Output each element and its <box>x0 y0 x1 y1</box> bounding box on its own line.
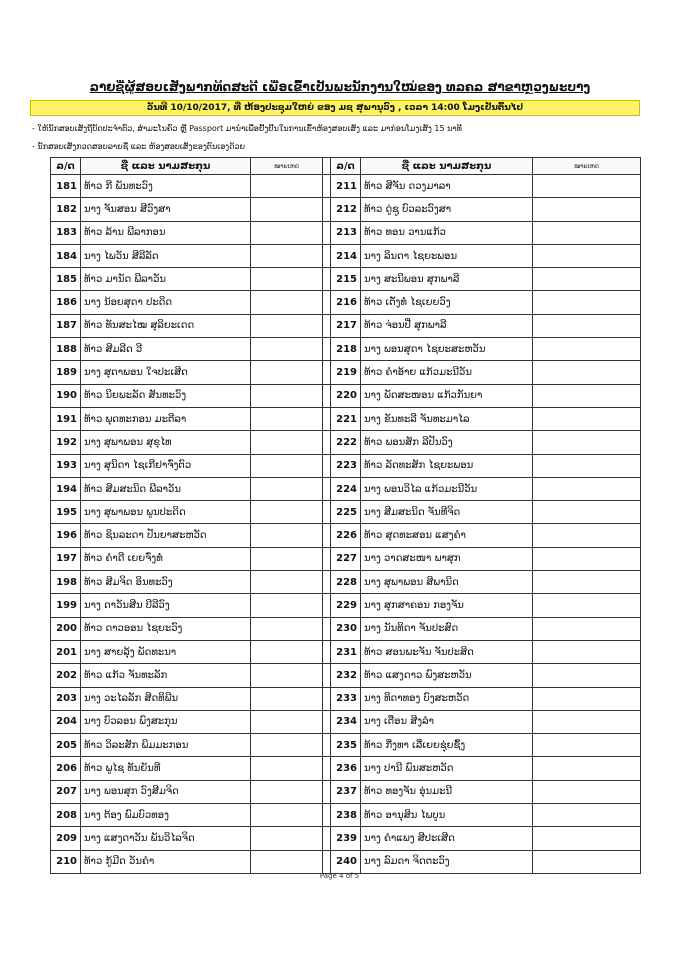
row-number-left: 204 <box>51 710 81 733</box>
candidate-name-right: ທ້າວ ກີ່ງທາ ເລີ່ເຍຍຊຸ່ຍຊົ້ງ <box>361 734 533 757</box>
remark-cell-right <box>533 594 641 617</box>
candidate-name-right: ນາງ ທິດາທອງ ບົງສະຫວັດ <box>361 687 533 710</box>
remark-cell-right <box>533 734 641 757</box>
remark-cell-right <box>533 710 641 733</box>
remark-cell-right <box>533 664 641 687</box>
remark-cell-right <box>533 268 641 291</box>
row-number-right: 235 <box>331 734 361 757</box>
header-remark-right: ໝາຍເຫດ <box>533 158 641 175</box>
remark-cell-right <box>533 617 641 640</box>
row-number-left: 181 <box>51 175 81 198</box>
row-number-left: 183 <box>51 221 81 244</box>
instruction-note-check: - ນັກສອບເສັງກວດສອບລາຍຊື່ ແລະ ຫ້ອງສອບເສັງຂອງຕົນເອງດ້ວຍ <box>32 142 246 151</box>
candidate-name-right: ທ້າວ ແສງດາວ ພົງສະຫວັນ <box>361 664 533 687</box>
candidate-name-left: ນາງ ສຸດາພອນ ໃຈປະເສີດ <box>81 361 251 384</box>
table-header-row <box>51 158 641 175</box>
candidate-name-right: ທ້າວ ສຸດທະສອນ ແສງຄຳ <box>361 524 533 547</box>
candidate-name-left: ນາງ ພອນສຸກ ວົງສີມຈິດ <box>81 780 251 803</box>
header-name-right: ຊື່ ແລະ ນາມສະກຸນ <box>361 158 533 175</box>
row-number-right: 229 <box>331 594 361 617</box>
remark-cell-left <box>251 804 323 827</box>
table-row <box>51 757 641 780</box>
candidate-name-right: ນາງ ສະນິພອນ ສຸກພາລີ <box>361 268 533 291</box>
remark-cell-left <box>251 431 323 454</box>
column-gap <box>323 547 331 570</box>
candidate-name-right: ທ້າວ ເຕັ່ງທໍ່ ໄຊເຍຍວົງ <box>361 291 533 314</box>
column-gap <box>323 361 331 384</box>
row-number-left: 202 <box>51 664 81 687</box>
remark-cell-right <box>533 221 641 244</box>
remark-cell-right <box>533 640 641 663</box>
candidate-name-right: ນາງ ປານີ ພົນສະຫວັດ <box>361 757 533 780</box>
candidate-name-left: ນາງ ນ້ອຍສຸດາ ປະດິດ <box>81 291 251 314</box>
remark-cell-right <box>533 198 641 221</box>
table-row <box>51 431 641 454</box>
remark-cell-left <box>251 384 323 407</box>
table-row <box>51 850 641 873</box>
candidate-name-left: ນາງ ໄພວັນ ສີລີລັດ <box>81 244 251 267</box>
candidate-name-left: ທ້າວ ດາວອອນ ໄຊຍະວົງ <box>81 617 251 640</box>
column-gap <box>323 664 331 687</box>
remark-cell-right <box>533 454 641 477</box>
column-gap <box>323 687 331 710</box>
row-number-left: 209 <box>51 827 81 850</box>
table-row <box>51 477 641 500</box>
remark-cell-right <box>533 501 641 524</box>
candidate-name-right: ນາງ ພອນສຸດາ ໄຊຍະສະຫວັນ <box>361 338 533 361</box>
row-number-right: 227 <box>331 547 361 570</box>
candidate-name-right: ນາງ ນັນທິດາ ຈັນປະສົດ <box>361 617 533 640</box>
header-remark-left: ໝາຍເຫດ <box>251 158 323 175</box>
row-number-right: 238 <box>331 804 361 827</box>
candidate-name-left: ທ້າວ ທັນສະໄໝ ສຸລິຍະເດດ <box>81 314 251 337</box>
remark-cell-right <box>533 175 641 198</box>
candidate-name-right: ນາງ ວາດສະໜາ ພາສຸກ <box>361 547 533 570</box>
row-number-left: 197 <box>51 547 81 570</box>
column-gap <box>323 501 331 524</box>
row-number-left: 196 <box>51 524 81 547</box>
remark-cell-right <box>533 361 641 384</box>
header-no-left: ລ/ດ <box>51 158 81 175</box>
candidate-name-left: ທ້າວ ມານັດ ພີລາວັນ <box>81 268 251 291</box>
remark-cell-left <box>251 338 323 361</box>
row-number-right: 233 <box>331 687 361 710</box>
row-number-left: 189 <box>51 361 81 384</box>
candidate-table <box>50 157 641 874</box>
remark-cell-left <box>251 571 323 594</box>
row-number-left: 207 <box>51 780 81 803</box>
row-number-right: 213 <box>331 221 361 244</box>
remark-cell-right <box>533 431 641 454</box>
remark-cell-right <box>533 291 641 314</box>
date-location-banner: ວັນທີ 10/10/2017, ທີ່ ຫ້ອງປະຊຸມໃຫຍ່ ຂອງ ມຊ ສຸພານຸວົງ , ເວລາ 14:00 ໂມງເປັນຕົ້ນໄປ <box>30 100 640 116</box>
row-number-right: 239 <box>331 827 361 850</box>
candidate-name-right: ນາງ ສຸພາພອນ ສີພານິດ <box>361 571 533 594</box>
row-number-left: 185 <box>51 268 81 291</box>
remark-cell-right <box>533 780 641 803</box>
remark-cell-left <box>251 501 323 524</box>
column-gap <box>323 850 331 873</box>
table-row <box>51 501 641 524</box>
column-gap <box>323 407 331 430</box>
row-number-right: 216 <box>331 291 361 314</box>
candidate-name-left: ນາງ ສຸພາພອນ ພູນປະດິດ <box>81 501 251 524</box>
row-number-left: 205 <box>51 734 81 757</box>
candidate-name-right: ນາງ ສີມສະນິດ ຈັນທີຈິດ <box>361 501 533 524</box>
column-gap <box>323 291 331 314</box>
candidate-name-left: ນາງ ຈັນສອນ ສີວົງສາ <box>81 198 251 221</box>
column-gap <box>323 780 331 803</box>
row-number-left: 191 <box>51 407 81 430</box>
row-number-left: 187 <box>51 314 81 337</box>
column-gap <box>323 384 331 407</box>
remark-cell-right <box>533 827 641 850</box>
remark-cell-right <box>533 384 641 407</box>
table-row <box>51 175 641 198</box>
column-gap <box>323 617 331 640</box>
row-number-right: 224 <box>331 477 361 500</box>
table-row <box>51 338 641 361</box>
column-gap <box>323 734 331 757</box>
row-number-right: 215 <box>331 268 361 291</box>
candidate-name-left: ນາງ ສາຍລຸ້ງ ພັດທະນາ <box>81 640 251 663</box>
remark-cell-right <box>533 571 641 594</box>
remark-cell-left <box>251 268 323 291</box>
row-number-right: 219 <box>331 361 361 384</box>
column-gap <box>323 268 331 291</box>
column-gap <box>323 757 331 780</box>
row-number-left: 200 <box>51 617 81 640</box>
candidate-name-right: ນາງ ພັດສະໜອນ ແກ້ວກັນຍາ <box>361 384 533 407</box>
table-row <box>51 617 641 640</box>
remark-cell-left <box>251 780 323 803</box>
remark-cell-left <box>251 734 323 757</box>
candidate-name-left: ທ້າວ ສີມລີດ ວີ <box>81 338 251 361</box>
candidate-name-right: ນາງ ຄຳແພງ ສີປະເສີດ <box>361 827 533 850</box>
instruction-note-id: - ໃຫ້ນັກສອບເສັງຖືບັດປະຈຳຕົວ, ສຳມະໂນຄົວ ຫຼື Passport ມານຳເພື່ອຢັ້ງຢືນໃນການເຂົ້າຫ້ອງສອບເສັງ ແລະ ມາກ່ອນໂມງເສັງ 15 ນາທີ <box>32 124 462 133</box>
row-number-right: 212 <box>331 198 361 221</box>
candidate-name-left: ທ້າວ ກູ້ມີດ ວັນຄຳ <box>81 850 251 873</box>
table-row <box>51 314 641 337</box>
remark-cell-right <box>533 407 641 430</box>
table-row <box>51 734 641 757</box>
remark-cell-left <box>251 617 323 640</box>
candidate-name-left: ທ້າວ ກີ ພັນທະວົງ <box>81 175 251 198</box>
remark-cell-left <box>251 547 323 570</box>
candidate-name-left: ທ້າວ ພຸດທະກອນ ມະຕີລາ <box>81 407 251 430</box>
remark-cell-left <box>251 477 323 500</box>
candidate-name-right: ທ້າວ ຈ່ອນປີ່ ສຸກພາລີ <box>361 314 533 337</box>
remark-cell-left <box>251 244 323 267</box>
column-gap <box>323 314 331 337</box>
row-number-right: 221 <box>331 407 361 430</box>
candidate-name-right: ທ້າວ ດູ່ຊູ ບົວລະວົງສາ <box>361 198 533 221</box>
column-gap <box>323 710 331 733</box>
row-number-right: 234 <box>331 710 361 733</box>
candidate-name-left: ທ້າວ ສີມຈິດ ອິນທະວົງ <box>81 571 251 594</box>
row-number-right: 214 <box>331 244 361 267</box>
row-number-left: 193 <box>51 454 81 477</box>
row-number-left: 198 <box>51 571 81 594</box>
row-number-left: 201 <box>51 640 81 663</box>
candidate-name-left: ນາງ ສຸພາພອນ ສຸຂຸໄທ <box>81 431 251 454</box>
column-gap <box>323 244 331 267</box>
table-row <box>51 454 641 477</box>
table-row <box>51 407 641 430</box>
row-number-right: 240 <box>331 850 361 873</box>
table-row <box>51 244 641 267</box>
candidate-name-left: ທ້າວ ນິຍພະລັດ ສັນທະວົງ <box>81 384 251 407</box>
table-row <box>51 384 641 407</box>
column-gap <box>323 640 331 663</box>
column-gap <box>323 827 331 850</box>
row-number-right: 231 <box>331 640 361 663</box>
candidate-name-right: ທ້າວ ສອນພະຈັນ ຈັນປະສິດ <box>361 640 533 663</box>
column-gap <box>323 454 331 477</box>
table-row <box>51 361 641 384</box>
candidate-name-left: ທ້າວ ລ້ານ ພີລາກອນ <box>81 221 251 244</box>
candidate-name-left: ທ້າວ ຊິນລະດາ ປັນຍາສະຫວັດ <box>81 524 251 547</box>
remark-cell-left <box>251 687 323 710</box>
row-number-left: 190 <box>51 384 81 407</box>
row-number-right: 230 <box>331 617 361 640</box>
remark-cell-left <box>251 291 323 314</box>
row-number-right: 220 <box>331 384 361 407</box>
remark-cell-right <box>533 244 641 267</box>
row-number-left: 210 <box>51 850 81 873</box>
row-number-right: 218 <box>331 338 361 361</box>
row-number-left: 203 <box>51 687 81 710</box>
row-number-left: 195 <box>51 501 81 524</box>
candidate-name-right: ທ້າວ ທອນ ວານແກ້ວ <box>361 221 533 244</box>
remark-cell-left <box>251 640 323 663</box>
header-name-left: ຊື່ ແລະ ນາມສະກຸນ <box>81 158 251 175</box>
table-row <box>51 710 641 733</box>
row-number-left: 192 <box>51 431 81 454</box>
remark-cell-right <box>533 547 641 570</box>
row-number-right: 226 <box>331 524 361 547</box>
row-number-right: 236 <box>331 757 361 780</box>
table-row <box>51 780 641 803</box>
candidate-name-right: ນາງ ເຕືອນ ສີງລຳ <box>361 710 533 733</box>
row-number-right: 225 <box>331 501 361 524</box>
column-gap <box>323 175 331 198</box>
row-number-left: 184 <box>51 244 81 267</box>
remark-cell-right <box>533 524 641 547</box>
candidate-name-right: ທ້າວ ຄຳອ້າຍ ແກ້ວມະນີວັນ <box>361 361 533 384</box>
table-row <box>51 594 641 617</box>
remark-cell-right <box>533 850 641 873</box>
remark-cell-left <box>251 361 323 384</box>
table-row <box>51 268 641 291</box>
row-number-left: 208 <box>51 804 81 827</box>
candidate-name-left: ທ້າວ ສີມສະນິດ ພີລາວັນ <box>81 477 251 500</box>
candidate-name-left: ນາງ ສຸນິດາ ໄຊເກີຢາຈົ່ງຕົວ <box>81 454 251 477</box>
column-gap <box>323 338 331 361</box>
candidate-name-right: ທ້າວ ສີຈັນ ດວງມາລາ <box>361 175 533 198</box>
column-gap <box>323 158 331 175</box>
column-gap <box>323 431 331 454</box>
column-gap <box>323 198 331 221</box>
page-number: Page 4 of 5 <box>319 872 360 880</box>
remark-cell-left <box>251 594 323 617</box>
remark-cell-left <box>251 524 323 547</box>
remark-cell-left <box>251 454 323 477</box>
candidate-name-left: ນາງ ດາວັນສີນ ບີລີວົງ <box>81 594 251 617</box>
table-row <box>51 524 641 547</box>
row-number-left: 194 <box>51 477 81 500</box>
column-gap <box>323 221 331 244</box>
candidate-name-right: ນາງ ລົມດາ ຈິດຕະວົງ <box>361 850 533 873</box>
remark-cell-left <box>251 314 323 337</box>
row-number-left: 188 <box>51 338 81 361</box>
remark-cell-left <box>251 407 323 430</box>
candidate-name-left: ນາງ ວະໄລລັກ ສີດທິພີນ <box>81 687 251 710</box>
row-number-right: 237 <box>331 780 361 803</box>
candidate-name-left: ທ້າວ ແກ້ວ ຈັນທະລັກ <box>81 664 251 687</box>
column-gap <box>323 804 331 827</box>
row-number-left: 186 <box>51 291 81 314</box>
remark-cell-left <box>251 664 323 687</box>
candidate-name-right: ນາງ ພອນວິໄລ ແກ້ວມະນີວັນ <box>361 477 533 500</box>
table-row <box>51 291 641 314</box>
row-number-left: 182 <box>51 198 81 221</box>
row-number-right: 223 <box>331 454 361 477</box>
remark-cell-right <box>533 804 641 827</box>
remark-cell-left <box>251 827 323 850</box>
row-number-right: 232 <box>331 664 361 687</box>
candidate-name-right: ທ້າວ ລັດທະສັກ ໄຊຍະພອນ <box>361 454 533 477</box>
candidate-name-right: ທ້າວ ພອນສັກ ລີປັນວົງ <box>361 431 533 454</box>
column-gap <box>323 524 331 547</box>
table-row <box>51 664 641 687</box>
candidate-name-left: ທ້າວ ຄຳດີ ເຍຍຈົ່ງທໍ່ <box>81 547 251 570</box>
row-number-right: 217 <box>331 314 361 337</box>
remark-cell-left <box>251 175 323 198</box>
row-number-left: 199 <box>51 594 81 617</box>
table-row <box>51 804 641 827</box>
candidate-name-left: ທ້າວ ວິລະສັກ ພິມມະກອນ <box>81 734 251 757</box>
remark-cell-right <box>533 687 641 710</box>
remark-cell-left <box>251 221 323 244</box>
column-gap <box>323 477 331 500</box>
page-title: ລາຍຊື່ຜູ້ສອບເສັງພາກທິດສະດີ ເພື່ອເຂົ້າເປັນພະນັກງານໃໝ່ຂອງ ທລຄລ ສາຂາຫຼວງພະບາງ <box>89 80 591 94</box>
row-number-right: 211 <box>331 175 361 198</box>
table-body <box>51 175 641 874</box>
table-row <box>51 827 641 850</box>
candidate-name-left: ນາງ ບົວລອນ ພົງສະກຸນ <box>81 710 251 733</box>
header-no-right: ລ/ດ <box>331 158 361 175</box>
row-number-left: 206 <box>51 757 81 780</box>
candidate-name-left: ນາງ ແສງດາວັນ ພັນວິໄລຈິດ <box>81 827 251 850</box>
table-row <box>51 687 641 710</box>
table-row <box>51 221 641 244</box>
remark-cell-right <box>533 338 641 361</box>
table-row <box>51 198 641 221</box>
row-number-right: 222 <box>331 431 361 454</box>
remark-cell-right <box>533 757 641 780</box>
remark-cell-left <box>251 757 323 780</box>
row-number-right: 228 <box>331 571 361 594</box>
column-gap <box>323 594 331 617</box>
remark-cell-right <box>533 477 641 500</box>
table-row <box>51 571 641 594</box>
candidate-name-right: ນາງ ລິນດາ ໄຊຍະພອນ <box>361 244 533 267</box>
candidate-name-right: ທ້າວ ອານຸສິນ ໄພບູນ <box>361 804 533 827</box>
candidate-name-right: ທ້າວ ທອງຈັນ ອຸ່ນມະນີ <box>361 780 533 803</box>
remark-cell-left <box>251 198 323 221</box>
remark-cell-left <box>251 710 323 733</box>
remark-cell-right <box>533 314 641 337</box>
candidate-name-left: ນາງ ຕ້ອງ ພົມບົວທອງ <box>81 804 251 827</box>
table-row <box>51 547 641 570</box>
column-gap <box>323 571 331 594</box>
candidate-name-left: ທ້າວ ພູໄຊ ທັນຍັນທີ <box>81 757 251 780</box>
candidate-name-right: ນາງ ສຸກສາຄອນ ກອງຈັນ <box>361 594 533 617</box>
candidate-name-right: ນາງ ຂັນທະລີ ຈັນທະມາໄລ <box>361 407 533 430</box>
remark-cell-left <box>251 850 323 873</box>
table-row <box>51 640 641 663</box>
